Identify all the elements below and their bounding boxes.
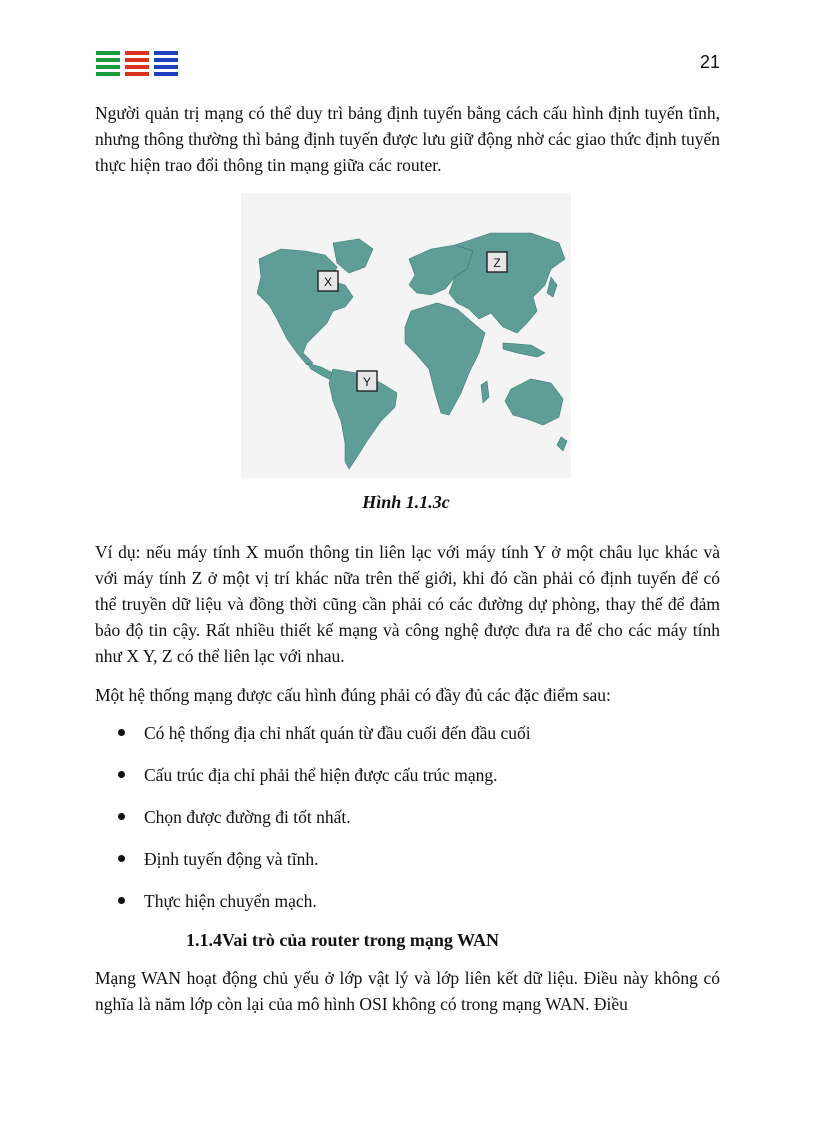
wan-paragraph: Mạng WAN hoạt động chủ yếu ở lớp vật lý và lớp liên kết dữ liệu. Điều này không có nghĩa là năm lớp còn lại của mô hình OSI không có trong mạng WAN. Điều: [95, 968, 720, 1014]
list-item: Cấu trúc địa chỉ phải thể hiện được cấu trúc mạng.: [118, 762, 531, 804]
bullet-icon: [118, 729, 125, 736]
bullet-icon: [118, 771, 125, 778]
intro-paragraph: Người quản trị mạng có thể duy trì bảng định tuyến bằng cách cấu hình định tuyến tĩnh, nhưng thông thường thì bảng định tuyến được lưu giữ động nhờ các giao thức định tuyến thực hiện trao đổi thông tin mạng giữa các router.: [95, 103, 720, 175]
label-y: [357, 371, 377, 391]
bullet-icon: [118, 855, 125, 862]
list-item: Có hệ thống địa chỉ nhất quán từ đầu cuối đến đầu cuối: [118, 720, 531, 762]
list-item: Thực hiện chuyển mạch.: [118, 888, 531, 930]
label-z-text: Z: [493, 256, 501, 270]
label-x-text: X: [323, 275, 333, 289]
bullet-icon: [118, 813, 125, 820]
world-map-figure: [241, 193, 571, 478]
label-y-text: Y: [362, 375, 372, 389]
feature-list: [118, 720, 531, 930]
pnh-logo: [96, 51, 178, 77]
label-z: [487, 252, 507, 272]
example-paragraph: Ví dụ: nếu máy tính X muốn thông tin liên lạc với máy tính Y ở một châu lục khác và với máy tính Z ở một vị trí khác nữa trên thế giới, khi đó cần phải có định tuyến để có thể truyền dữ liệu và đồng thời cũng cần phải có các đường dự phòng, thay thế để đảm bảo độ tin cậy. Rất nhiều thiết kế mạng và công nghệ được đưa ra để cho các máy tính như X Y, Z có thể liên lạc với nhau.: [95, 542, 720, 666]
bullet-icon: [118, 897, 125, 904]
features-intro: Một hệ thống mạng được cấu hình đúng phải có đầy đủ các đặc điểm sau:: [95, 685, 611, 705]
list-item: Chọn được đường đi tốt nhất.: [118, 804, 531, 846]
section-heading: 1.1.4Vai trò của router trong mạng WAN: [186, 930, 500, 950]
page-number: 21: [699, 52, 720, 72]
list-item: Định tuyến động và tĩnh.: [118, 846, 531, 888]
figure-caption: Hình 1.1.3c: [362, 492, 450, 512]
label-x: [318, 271, 338, 291]
